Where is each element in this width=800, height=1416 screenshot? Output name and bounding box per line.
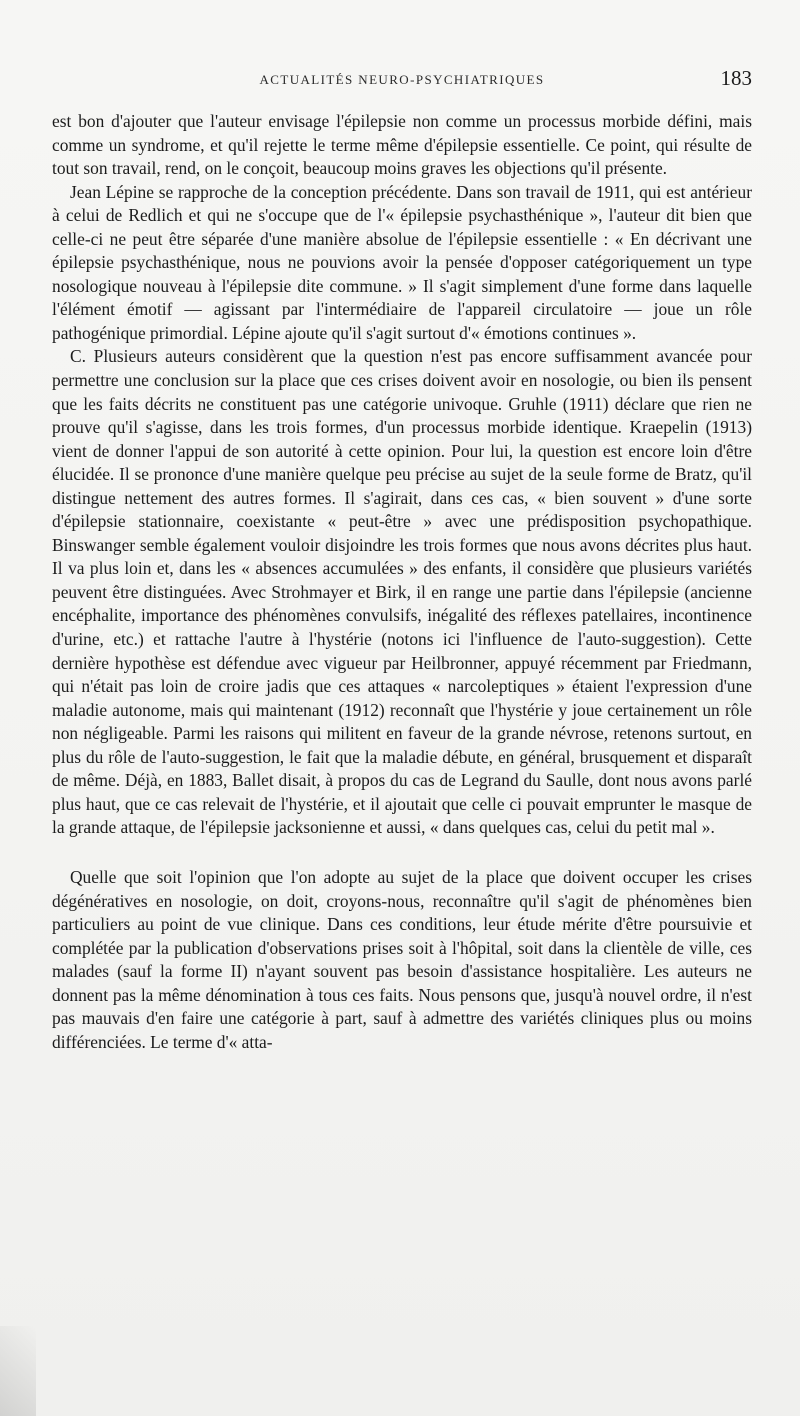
page-number: 183	[720, 66, 752, 90]
paragraph-conclusion: Quelle que soit l'opinion que l'on adopte au sujet de la place que doivent occuper les crises dégénératives en nosologie, on doit, croyons-nous, reconnaître qu'il s'agit de phénomènes bien particuliers au point de vue clinique. Dans ces conditions, leur étude mérite d'être poursuivie et complétée par la publication d'observations prises soit à l'hôpital, soit dans la clientèle de ville, ces malades (sauf la forme II) n'ayant souvent pas besoin d'assistance hospitalière. Les auteurs ne donnent pas la même dénomination à tous ces faits. Nous pensons que, jusqu'à nouvel ordre, il n'est pas mauvais d'en faire une catégorie à part, sauf à admettre des variétés cliniques plus ou moins différenciées. Le terme d'« atta-	[52, 866, 752, 1052]
scan-shadow	[0, 1326, 36, 1416]
running-title: ACTUALITÉS NEURO-PSYCHIATRIQUES	[259, 72, 545, 87]
paragraph-continuation: est bon d'ajouter que l'auteur envisage l'épilepsie non comme un processus morbide défini, mais comme un syndrome, et qu'il rejette le terme même d'épilepsie essentielle. Ce point, qui résulte de tout son travail, rend, on le conçoit, beaucoup moins graves les objections qu'il présente.	[52, 111, 752, 179]
paragraph-section-c: C. Plusieurs auteurs considèrent que la question n'est pas encore suffisamment avancée pour permettre une conclusion sur la place que ces crises doivent avoir en nosologie, ou bien ils pensent que les faits décrits ne constituent pas une catégorie univoque. Gruhle (1911) déclare que rien ne prouve qu'il s'agisse, dans les trois formes, d'un processus morbide identique. Kraepelin (1913) vient de donner l'appui de son autorité à cette opinion. Pour lui, la question est encore loin d'être élucidée. Il se prononce d'une manière quelque peu précise au sujet de la seule forme de Bratz, qu'il distingue nettement des autres formes. Il s'agirait, dans ces cas, « bien souvent » d'une sorte d'épilepsie stationnaire, coexistante « peut-être » avec une prédisposition psychopathique. Binswanger semble également vouloir disjoindre les trois formes que nous avons décrites plus haut. Il va plus loin et, dans les « absences accumulées » des enfants, il considère que plusieurs variétés peuvent être distinguées. Avec Strohmayer et Birk, il en range une partie dans l'épilepsie (ancienne encéphalite, importance des phénomènes convulsifs, inégalité des réflexes patellaires, incontinence d'urine, etc.) et rattache l'autre à l'hystérie (notons ici l'influence de l'auto-suggestion). Cette dernière hypothèse est défendue avec vigueur par Heilbronner, appuyé récemment par Friedmann, qui n'était pas loin de croire jadis que ces attaques « narcoleptiques » étaient l'expression d'une maladie autonome, mais qui maintenant (1912) reconnaît que l'hystérie y joue certainement un rôle non négligeable. Parmi les raisons qui militent en faveur de la grande névrose, retenons surtout, en plus du rôle de l'auto-suggestion, le fait que la maladie débute, en général, brusquement et disparaît de même. Déjà, en 1883, Ballet disait, à propos du cas de Legrand du Saulle, dont nous avons parlé plus haut, que ce cas relevait de l'hystérie, et il ajoutait que celle ci pouvait emprunter le masque de la grande attaque, de l'épilepsie jacksonienne et aussi, « dans quelques cas, celui du petit mal ».	[52, 346, 752, 838]
body-text	[52, 110, 752, 1054]
paragraph-lepine: Jean Lépine se rapproche de la conception précédente. Dans son travail de 1911, qui est antérieur à celui de Redlich et qui ne s'occupe que de l'« épilepsie psychasthénique », l'auteur dit bien que celle-ci ne peut être séparée d'une manière absolue de l'épilepsie essentielle : « En décrivant une épilepsie psychasthénique, nous ne pouvions avoir la pensée d'opposer catégoriquement un type nosologique nouveau à l'épilepsie dite commune. » Il s'agit simplement d'une forme dans laquelle l'élément émotif — agissant par l'intermédiaire de l'appareil circulatoire — joue un rôle pathogénique primordial. Lépine ajoute qu'il s'agit surtout d'« émotions continues ».	[52, 181, 752, 343]
running-head	[52, 66, 752, 90]
